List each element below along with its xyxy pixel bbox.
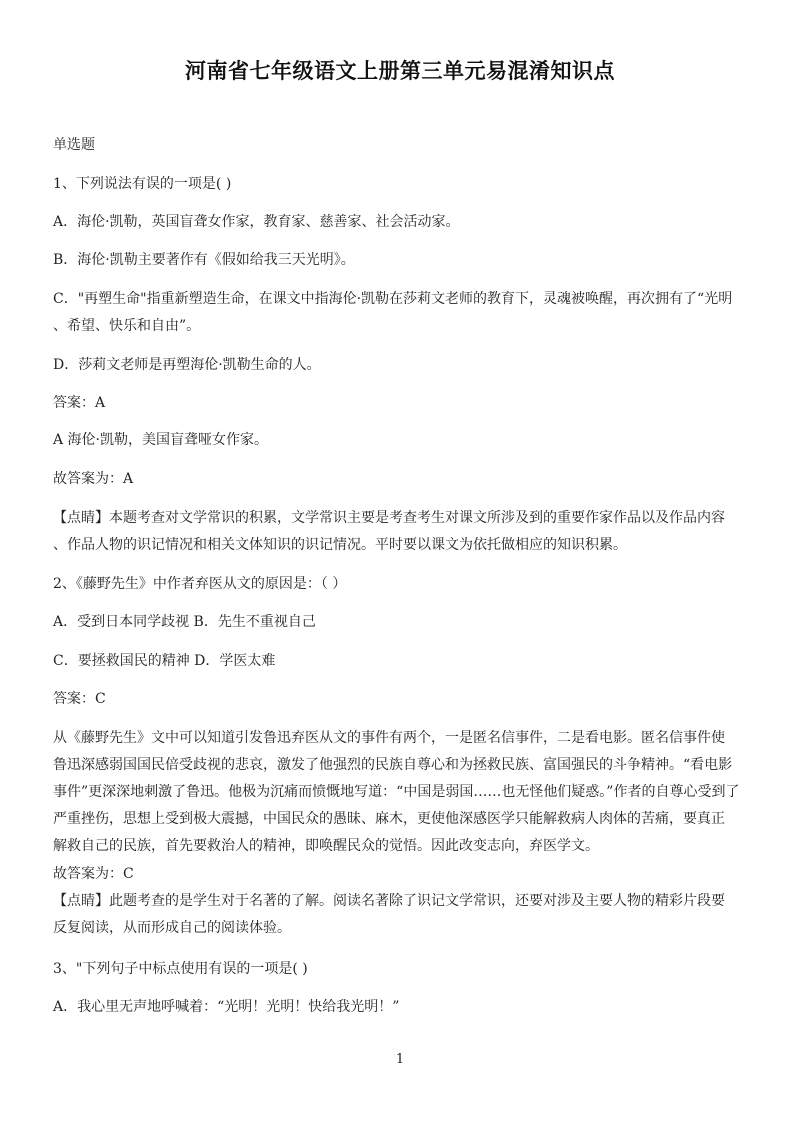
q3-stem: 3、"下列句子中标点使用有误的一项是( ) [53,961,308,977]
q1-note-line2: 、作品人物的识记情况和相关文体知识的识记情况。平时要以课文为依托做相应的知识积累。 [53,537,627,553]
q1-stem: 1、下列说法有误的一项是( ) [53,176,232,192]
q2-analysis-line5: 解救自己的民族，首先要救治人的精神，即唤醒民众的觉悟。因此改变志向，弃医学文。 [53,838,599,854]
q1-option-b: B．海伦·凯勒主要著作有《假如给我三天光明》。 [53,252,355,268]
q2-analysis-line4: 严重挫伤，思想上受到极大震撼，中国民众的愚昧、麻木，更使他深感医学只能解救病人肉体的苦痛，要真正 [53,811,725,827]
q2-note-line1: 【点睛】此题考查的是学生对于名著的了解。阅读名著除了识记文学常识，还要对涉及主要人物的精彩片段要 [53,893,725,909]
q1-option-d: D．莎莉文老师是再塑海伦·凯勒生命的人。 [53,357,321,373]
q2-note-line2: 反复阅读，从而形成自己的阅读体验。 [53,920,291,936]
q1-note-line1: 【点睛】本题考查对文学常识的积累，文学常识主要是考查考生对课文所涉及到的重要作家作品以及作品内容 [53,510,725,526]
page-title: 河南省七年级语文上册第三单元易混淆知识点 [185,58,615,83]
q2-analysis-line2: 鲁迅深感弱国国民倍受歧视的悲哀，激发了他强烈的民族自尊心和为拯救民族、富国强民的斗争精神。“看电影 [53,757,733,773]
q2-answer: 答案：C [53,691,106,707]
q1-explanation: A 海伦·凯勒，美国盲聋哑女作家。 [53,432,269,448]
q2-analysis-line3: 事件”更深深地刺激了鲁迅。他极为沉痛而愤慨地写道：“中国是弱国……也无怪他们疑惑。”作者的自尊心受到了 [53,784,740,800]
q1-final-answer: 故答案为：A [53,471,134,487]
q1-option-a: A．海伦·凯勒，英国盲聋女作家，教育家、慈善家、社会活动家。 [53,214,460,230]
q1-option-c-line2: 、希望、快乐和自由”。 [53,318,201,334]
q3-option-a: A．我心里无声地呼喊着：“光明！光明！快给我光明！” [53,999,400,1015]
q1-answer: 答案：A [53,395,106,411]
q2-stem: 2、《藤野先生》中作者弃医从文的原因是：（ ） [53,576,347,592]
page-number: 1 [395,1052,405,1067]
q2-options-ab: A．受到日本同学歧视 B．先生不重视自己 [53,614,316,630]
section-heading: 单选题 [53,137,95,153]
q2-final-answer: 故答案为：C [53,866,134,882]
q1-option-c-line1: C．"再塑生命"指重新塑造生命，在课文中指海伦·凯勒在莎莉文老师的教育下，灵魂被唤醒，再次拥有了“光明 [53,291,733,307]
q2-analysis-line1: 从《藤野先生》文中可以知道引发鲁迅弃医从文的事件有两个，一是匿名信事件，二是看电影。匿名信事件使 [53,730,725,746]
q2-options-cd: C．要拯救国民的精神 D．学医太难 [53,653,276,669]
